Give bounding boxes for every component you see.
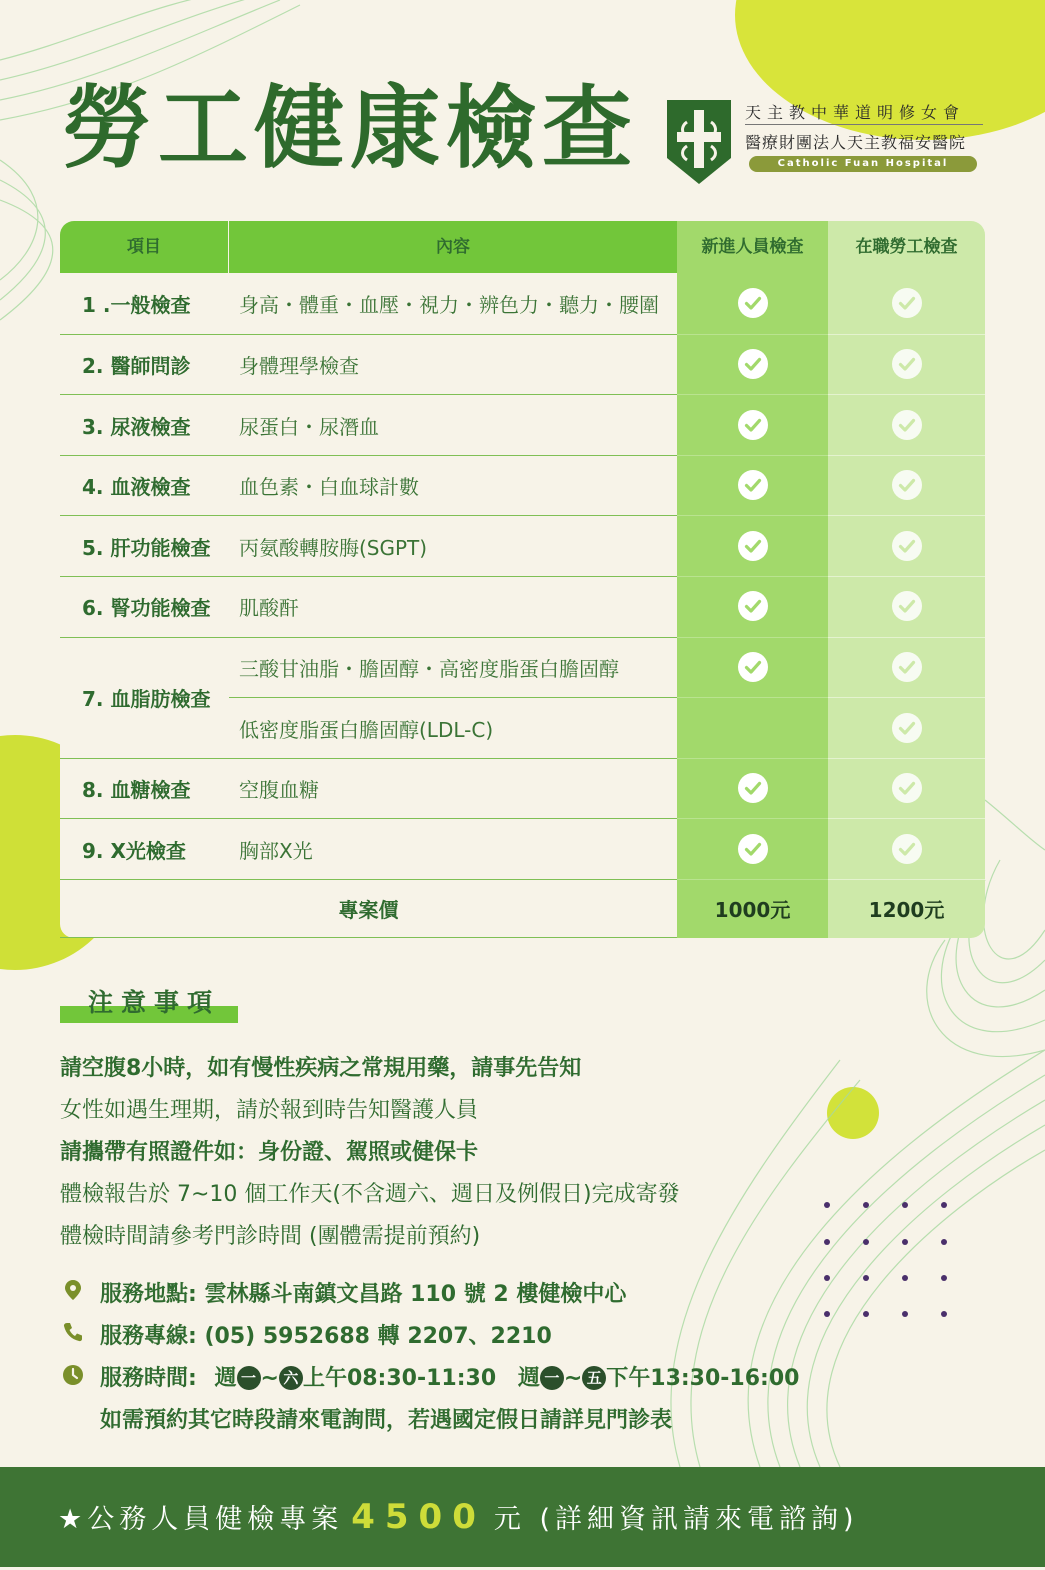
service-hours: 服務時間: 週 一 ~ 六 上午08:30-11:30 週 一 ~ 五 下午13:30-16:00 [100,1366,800,1391]
row-divider [828,697,985,698]
note-line: 請空腹8小時，如有慢性疾病之常規用藥，請事先告知 [60,1056,582,1081]
row-content: 尿蛋白・尿潛血 [239,414,379,439]
check-icon [892,531,922,561]
row-divider [229,697,677,698]
logo-org-name: 天主教中華道明修女會 [745,103,966,122]
row-divider [677,637,828,638]
note-line: 體檢時間請參考門診時間 (團體需提前預約) [60,1224,481,1249]
row-item: 4. 血液檢查 [82,475,191,500]
row-divider [60,394,677,395]
row-divider [828,758,985,759]
check-icon [738,288,768,318]
row-divider [677,515,828,516]
logo-english-name: Catholic Fuan Hospital [777,158,949,169]
row-divider [677,879,828,880]
row-item: 6. 腎功能檢查 [82,596,211,621]
row-item: 2. 醫師問診 [82,353,191,378]
footer-banner [0,1467,1045,1567]
header-content: 內容 [436,237,470,257]
row-content: 三酸甘油脂・膽固醇・高密度脂蛋白膽固醇 [239,656,619,681]
hours-morning-prefix: 週 [214,1366,237,1391]
row-divider [828,515,985,516]
hours-afternoon-to: 五 [582,1366,606,1390]
check-icon [892,288,922,318]
check-icon [892,652,922,682]
row-item: 8. 血糖檢查 [82,778,191,803]
page-title: 勞工健康檢查 [62,76,638,181]
hours-afternoon-from: 一 [540,1366,564,1390]
row-content: 身高・體重・血壓・視力・辨色力・聽力・腰圍 [239,293,659,318]
row-content: 空腹血糖 [239,778,319,803]
row-divider [60,576,677,577]
row-divider [828,394,985,395]
row-divider [677,394,828,395]
footer-price: 4500 [351,1497,486,1537]
price-on-job: 1200元 [868,898,945,922]
row-divider [828,334,985,335]
check-icon [892,410,922,440]
clock-icon [62,1364,84,1386]
hours-label: 服務時間: [100,1366,197,1391]
check-icon [738,531,768,561]
row-divider [60,758,677,759]
check-icon [892,591,922,621]
row-divider [677,334,828,335]
hours-note: 如需預約其它時段請來電詢問，若遇國定假日請詳見門診表 [100,1408,673,1433]
hours-afternoon-prefix: 週 [517,1366,540,1391]
row-divider [60,879,677,880]
row-item: 5. 肝功能檢查 [82,535,211,560]
row-divider [677,758,828,759]
row-content: 血色素・白血球計數 [239,475,419,500]
row-divider [828,455,985,456]
note-line: 體檢報告於 7~10 個工作天(不含週六、週日及例假日)完成寄發 [60,1182,680,1207]
hours-morning-from: 一 [237,1366,261,1390]
footer-prefix: ★公務人員健檢專案 [58,1504,344,1535]
row-content: 肌酸酐 [239,596,299,621]
check-icon [738,773,768,803]
row-item: 7. 血脂肪檢查 [82,687,211,712]
check-icon [738,652,768,682]
logo-hospital-name: 醫療財團法人天主教福安醫院 [745,133,967,152]
check-icon [892,713,922,743]
row-content: 丙氨酸轉胺脢(SGPT) [239,535,428,560]
header-on-job: 在職勞工檢查 [855,237,958,257]
row-divider [60,515,677,516]
new-hire-column [677,221,828,938]
row-divider [60,455,677,456]
row-divider [828,818,985,819]
check-icon [892,349,922,379]
hours-afternoon-time: 下午13:30-16:00 [606,1366,800,1391]
row-item: 9. X光檢查 [82,838,186,863]
notes-heading: 注意事項 [88,988,221,1017]
row-content: 身體理學檢查 [239,353,359,378]
check-icon [738,591,768,621]
location-pin-icon [62,1279,84,1301]
hospital-logo [665,98,995,190]
row-item: 1 .一般檢查 [82,293,191,318]
row-content: 低密度脂蛋白膽固醇(LDL-C) [239,717,494,742]
exam-table [60,221,985,938]
check-icon [892,773,922,803]
row-content: 胸部X光 [239,838,313,863]
check-icon [738,834,768,864]
footer-text [58,1467,859,1567]
on-job-column [828,221,985,938]
row-divider [828,879,985,880]
note-line: 請攜帶有照證件如：身份證、駕照或健保卡 [60,1140,479,1165]
footer-suffix: 元 (詳細資訊請來電諮詢) [493,1504,859,1535]
check-icon [892,834,922,864]
check-icon [892,470,922,500]
hours-morning-time: 上午08:30-11:30 [302,1366,497,1391]
table-bottom-border [60,937,677,938]
row-divider [828,637,985,638]
check-icon [738,410,768,440]
row-divider [677,818,828,819]
row-divider [828,576,985,577]
price-new-hire: 1000元 [714,898,791,922]
check-icon [738,470,768,500]
row-divider [60,637,677,638]
phone-icon [62,1321,84,1343]
service-phone: 服務專線: (05) 5952688 轉 2207、2210 [100,1324,552,1349]
row-divider [60,818,677,819]
cross-shield-icon [665,98,733,186]
row-divider [60,334,677,335]
row-divider [677,576,828,577]
header-new-hire: 新進人員檢查 [701,237,804,257]
check-icon [738,349,768,379]
hours-morning-to: 六 [279,1366,303,1390]
logo-divider [745,124,983,125]
price-label: 專案價 [338,898,399,922]
decorative-dot-grid [820,1198,960,1328]
note-line: 女性如遇生理期，請於報到時告知醫護人員 [60,1098,479,1123]
service-location: 服務地點: 雲林縣斗南鎮文昌路 110 號 2 樓健檢中心 [100,1282,627,1307]
header-item: 項目 [127,237,161,257]
row-divider [677,697,828,698]
row-item: 3. 尿液檢查 [82,414,191,439]
row-divider [677,455,828,456]
